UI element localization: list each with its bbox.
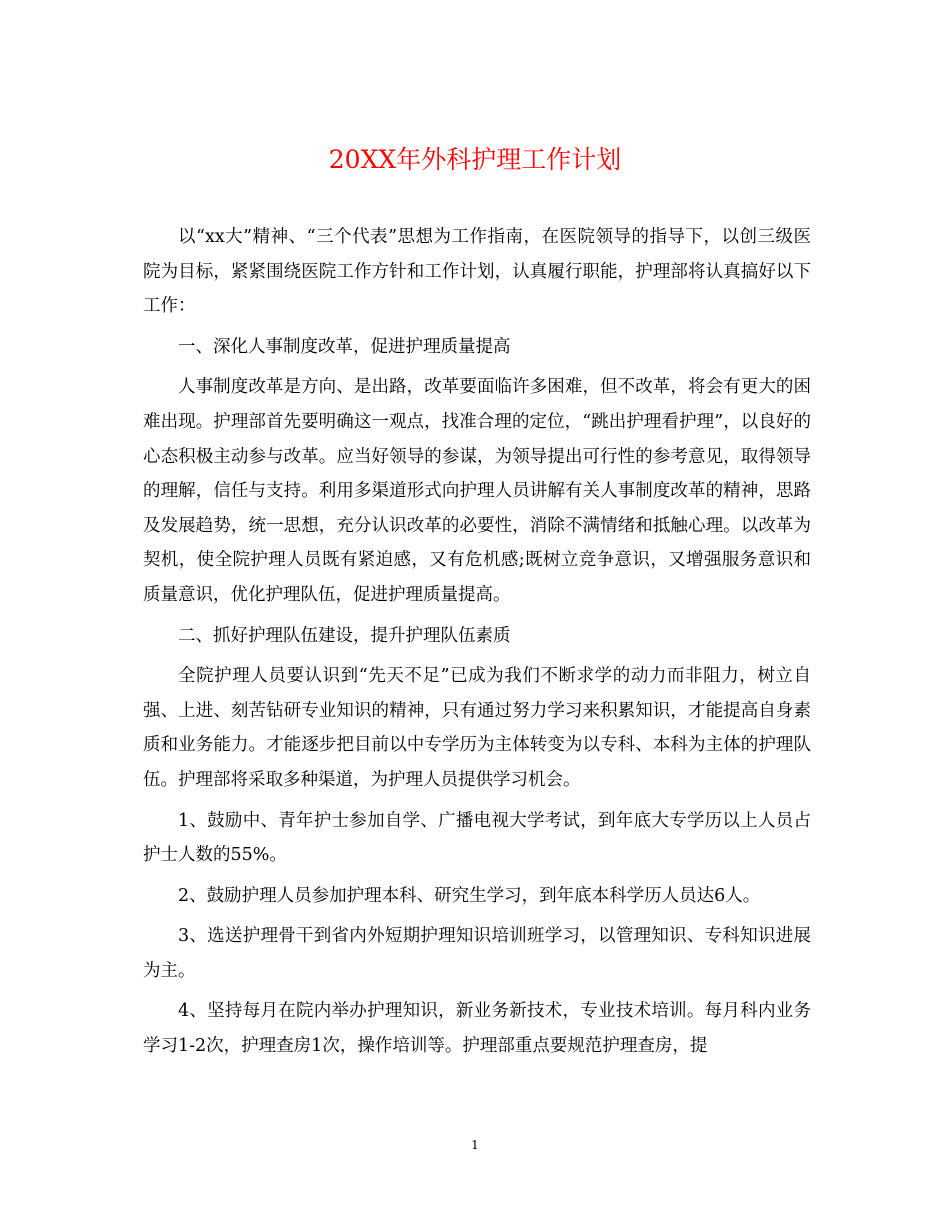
document-title: 20XX年外科护理工作计划 <box>328 145 622 174</box>
section-heading-1: 一、深化人事制度改革，促进护理质量提高 <box>178 336 511 357</box>
page-number: 1 <box>471 1138 479 1152</box>
list-item-1: 1、鼓励中、青年护士参加自学、广播电视大学考试，到年底大专学历以上人员占护士人数的55%。 <box>143 810 811 866</box>
document-body <box>143 220 811 1070</box>
section-2-paragraph: 全院护理人员要认识到“先天不足”已成为我们不断求学的动力而非阻力，树立自强、上进、刻苦钻研专业知识的精神，只有通过努力学习来积累知识，才能提高自身素质和业务能力。才能逐步把目前以中专学历为主体转变为以专科、本科为主体的护理队伍。护理部将采取多种渠道，为护理人员提供学习机会。 <box>143 666 811 790</box>
section-1-paragraph: 人事制度改革是方向、是出路，改革要面临许多困难，但不改革，将会有更大的困难出现。护理部首先要明确这一观点，找准合理的定位，“跳出护理看护理”，以良好的心态积极主动参与改革。应当好领导的参谋，为领导提出可行性的参考意见，取得领导的理解，信任与支持。利用多渠道形式向护理人员讲解有关人事制度改革的精神，思路及发展趋势，统一思想，充分认识改革的必要性，消除不满情绪和抵触心理。以改革为契机，使全院护理人员既有紧迫感，又有危机感;既树立竞争意识，又增强服务意识和质量意识，优化护理队伍，促进护理质量提高。 <box>143 377 811 605</box>
list-item-3: 3、选送护理骨干到省内外短期护理知识培训班学习，以管理知识、专科知识进展为主。 <box>143 926 811 981</box>
list-item-2: 2、鼓励护理人员参加护理本科、研究生学习，到年底本科学历人员达6人。 <box>178 885 761 906</box>
intro-paragraph: 以“xx大”精神、“三个代表”思想为工作指南，在医院领导的指导下，以创三级医院为目标，紧紧围绕医院工作方针和工作计划，认真履行职能，护理部将认真搞好以下工作： <box>143 227 811 317</box>
section-heading-2: 二、抓好护理队伍建设，提升护理队伍素质 <box>178 625 511 646</box>
list-item-4: 4、坚持每月在院内举办护理知识，新业务新技术，专业技术培训。每月科内业务学习1-2次，护理查房1次，操作培训等。护理部重点要规范护理查房，提 <box>143 1001 811 1057</box>
